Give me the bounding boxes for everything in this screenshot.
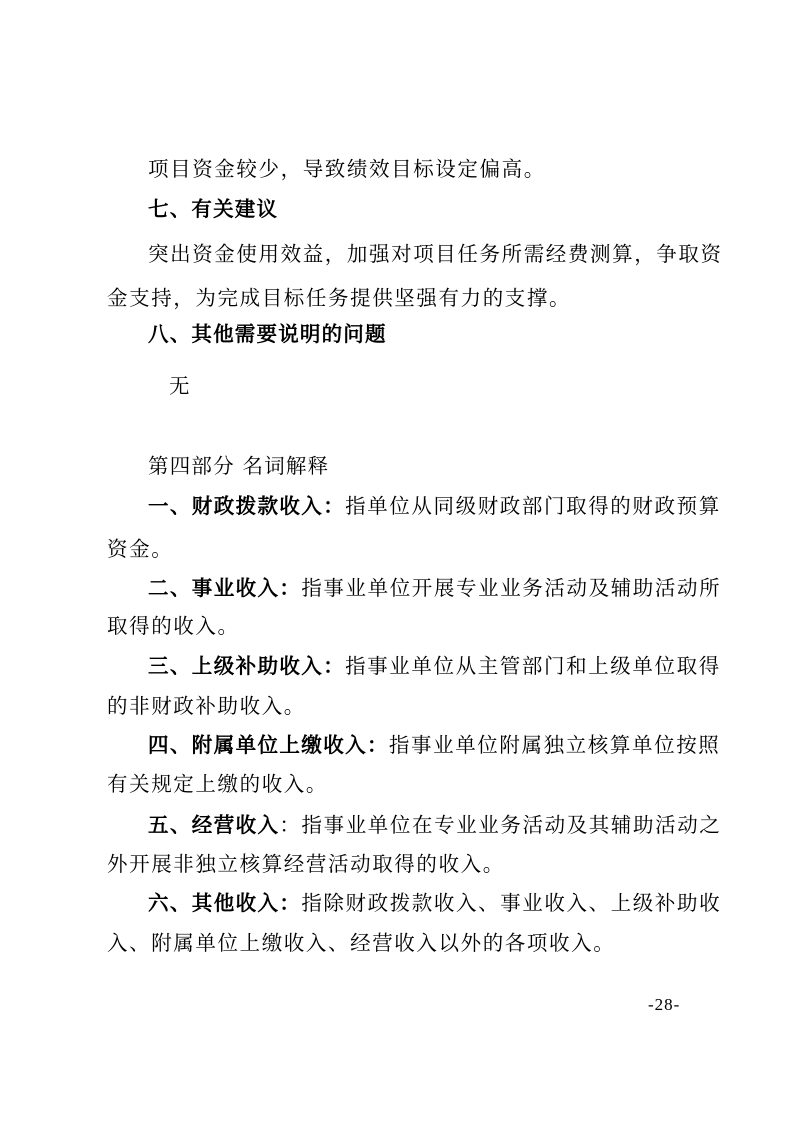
term-4-line-2: 有关规定上缴的收入。 bbox=[107, 772, 328, 796]
page-number: -28- bbox=[648, 995, 681, 1014]
term-5-line-1 bbox=[148, 811, 721, 839]
term-1-line-1 bbox=[148, 492, 721, 520]
term-1-definition: 指单位从同级财政部门取得的财政预算 bbox=[345, 494, 721, 518]
paragraph-continuation: 项目资金较少，导致绩效目标设定偏高。 bbox=[148, 157, 546, 181]
term-5-label: 五、经营收入 bbox=[148, 813, 280, 837]
term-3-definition: 指事业单位从主管部门和上级单位取得 bbox=[345, 654, 721, 678]
term-2-label: 二、事业收入： bbox=[148, 576, 302, 600]
term-6-label: 六、其他收入： bbox=[148, 891, 302, 915]
term-1-label: 一、财政拨款收入： bbox=[148, 494, 346, 518]
section-heading-7: 七、有关建议 bbox=[148, 197, 279, 221]
term-4-definition: 指事业单位附属独立核算单位按照 bbox=[388, 733, 721, 757]
part-4-title: 第四部分 名词解释 bbox=[148, 454, 330, 478]
term-2-line-2: 取得的收入。 bbox=[107, 614, 240, 638]
paragraph-8: 无 bbox=[169, 374, 192, 398]
term-2-line-1 bbox=[148, 574, 721, 602]
term-6-line-2: 入、附属单位上缴收入、经营收入以外的各项收入。 bbox=[107, 931, 616, 955]
term-6-definition: 指除财政拨款收入、事业收入、上级补助收 bbox=[301, 891, 722, 915]
term-5-definition: ：指事业单位在专业业务活动及其辅助活动之 bbox=[279, 813, 722, 837]
term-3-label: 三、上级补助收入： bbox=[148, 654, 346, 678]
paragraph-7-line-2: 金支持，为完成目标任务提供坚强有力的支撑。 bbox=[107, 286, 572, 310]
term-4-line-1 bbox=[148, 731, 720, 759]
paragraph-7-line-1: 突出资金使用效益，加强对项目任务所需经费测算，争取资 bbox=[148, 242, 723, 266]
term-3-line-2: 的非财政补助收入。 bbox=[107, 694, 306, 718]
term-5-line-2: 外开展非独立核算经营活动取得的收入。 bbox=[107, 852, 505, 876]
section-heading-8: 八、其他需要说明的问题 bbox=[148, 322, 387, 346]
term-3-line-1 bbox=[148, 652, 721, 680]
term-2-definition: 指事业单位开展专业业务活动及辅助活动所 bbox=[301, 576, 722, 600]
term-4-label: 四、附属单位上缴收入： bbox=[148, 733, 389, 757]
term-1-line-2: 资金。 bbox=[107, 537, 174, 561]
term-6-line-1 bbox=[148, 889, 721, 917]
